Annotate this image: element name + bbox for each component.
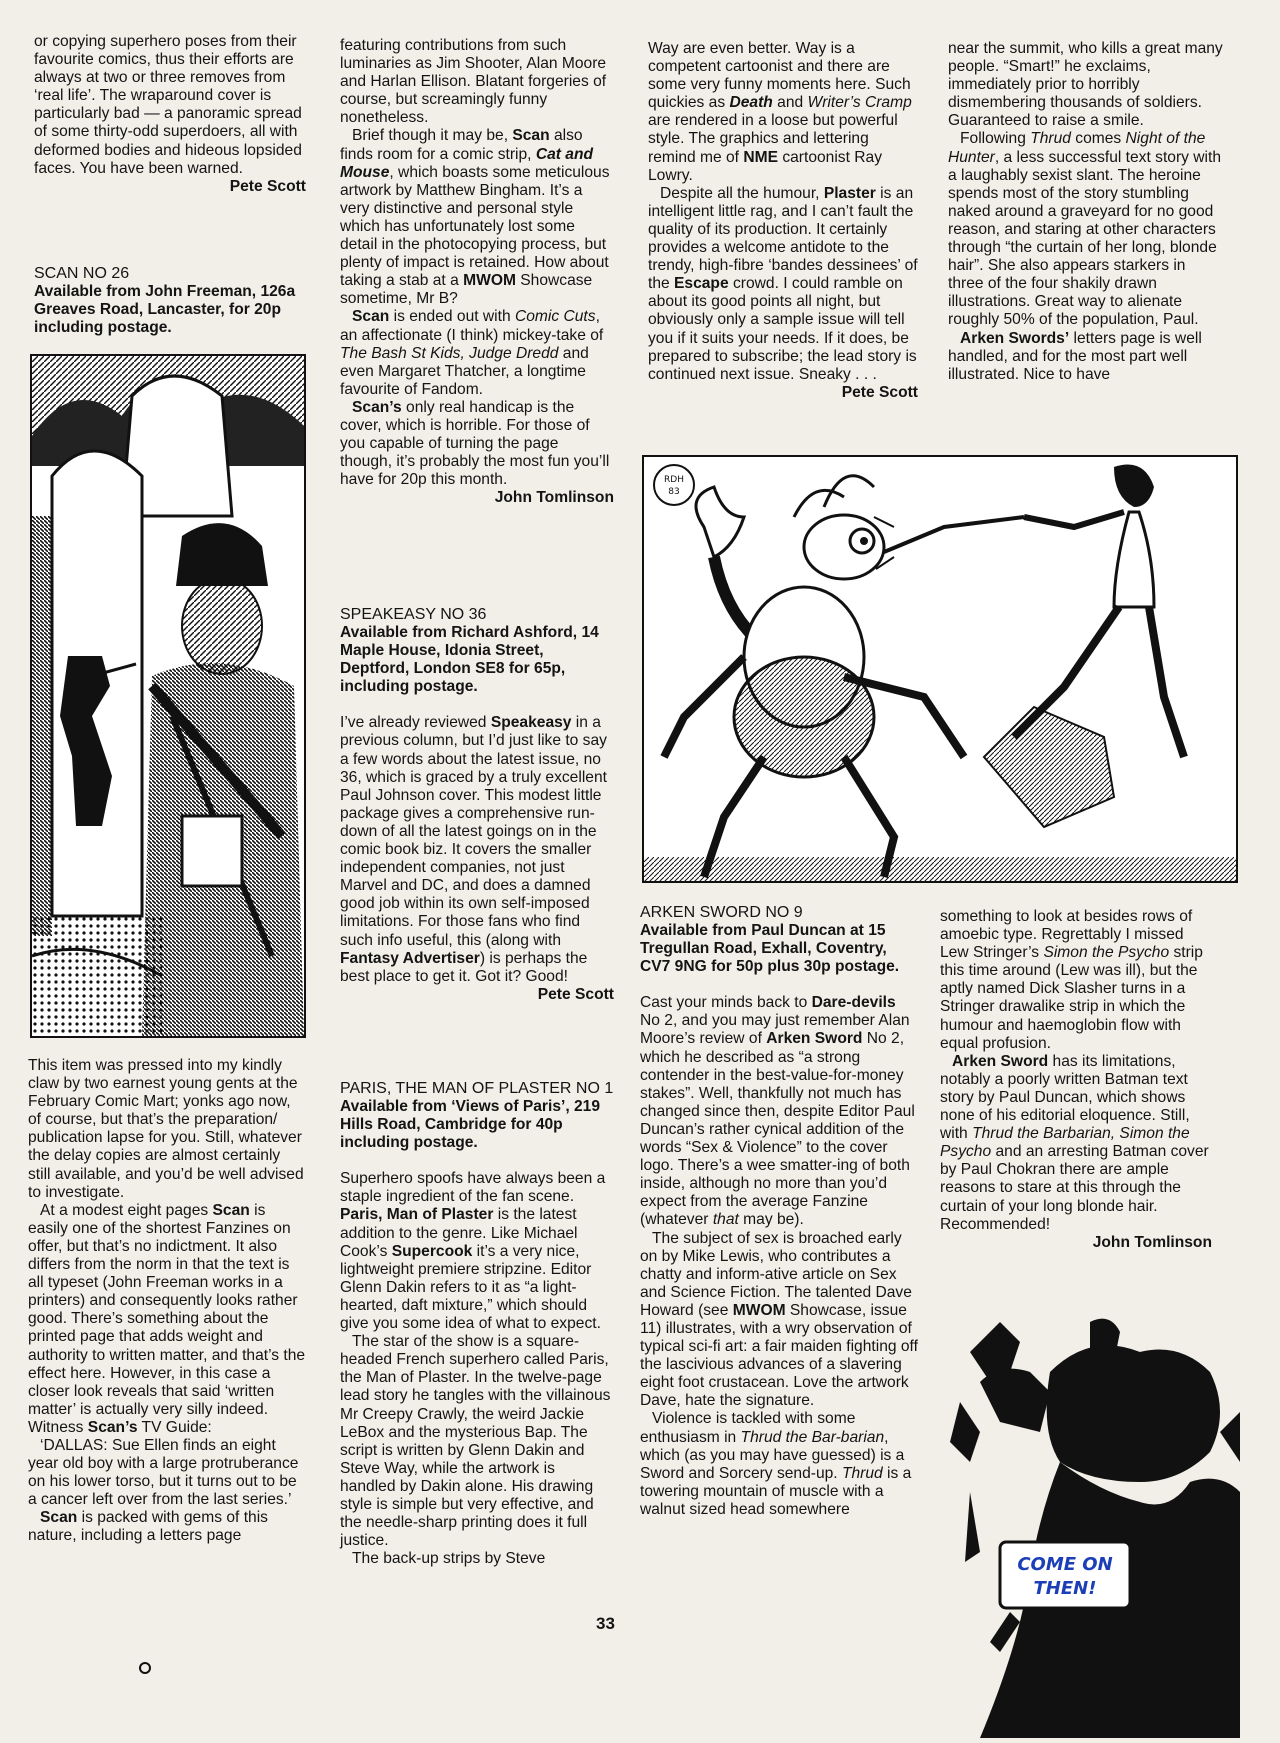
column-4-top [948, 40, 1224, 384]
paragraph: Scan is ended out with Comic Cuts, an affectionate (I think) mickey-take of The Bash St Kids, Judge Dredd and even Margaret Thatcher, a longtime favourite of Fandom. [340, 308, 604, 398]
column-2 [340, 37, 614, 507]
paragraph: or copying superhero poses from their favourite comics, thus their efforts are always at two or three removes from ‘real life’. The wraparound cover is particularly bad — a panoramic spread of some thirty-odd superdoers, all with deformed bodies and hideous lopsided faces. You have been warned. [34, 33, 302, 177]
paragraph: near the summit, who kills a great many people. “Smart!” he exclaims, immediately prior to horribly dismembering thousands of soldiers. Guaranteed to raise a smile. [948, 40, 1223, 130]
review-heading: SCAN NO 26 [34, 265, 130, 282]
paragraph: The back-up strips by Steve [352, 1550, 546, 1568]
barbarian-silhouette-illustration [940, 1312, 1240, 1738]
artist-signature-text: RDH [664, 475, 684, 485]
quote-paragraph: ‘DALLAS: Sue Ellen finds an eight year old boy with a large protruberance on his lower torso, but it turns out to be a cancer left over from the last series.’ [28, 1436, 299, 1509]
paragraph: Superhero spoofs have always been a staple ingredient of the fan scene. Paris, Man of Plaster is the latest addition to the genre. Like Michael Cook’s Supercook it’s a very nice, lightweight premiere stripzine. Editor Glenn Dakin refers to it as “a light-hearted, daft mixture,” which should give you some idea of what to expect. [340, 1170, 606, 1333]
paragraph: Scan is packed with gems of this nature, including a letters page [28, 1509, 268, 1545]
paragraph: Cast your minds back to Dare-devils No 2, and you may just remember Alan Moore’s review of Arken Sword No 2, which he described as “a strong contender in the best-value-for-money stakes”. Well, thankfully not much has changed since then, despite Editor Paul Duncan’s rather cynical addition of the words “Sex & Violence” to the cover logo. There’s a wee smatter-ing of both inside, although no more than you’d expect from the average Fanzine (whatever that may be). [640, 994, 915, 1229]
availability-info: Available from ‘Views of Paris’, 219 Hills Road, Cambridge for 40p including postage. [340, 1098, 601, 1152]
paris-review [340, 1080, 614, 1568]
paragraph: something to look at besides rows of amoebic type. Regrettably I missed Lew Stringer’s Simon the Psycho strip this time around (Lew was ill), but the aptly named Dick Slasher turns in a Stringer drawalike strip in which the humour and haemoglobin flow with equal profusion. [940, 908, 1203, 1052]
paragraph: At a modest eight pages Scan is easily one of the shortest Fanzines on offer, but that’s no indictment. It also differs from the norm in that the text is all typeset (John Freeman works in a printers) and consequently looks rather good. There’s something about the printed page that adds weight and authority to written matter, and that’s the effect here. However, in this case a closer look reveals that said ‘written matter’ is actually very silly indeed. Witness Scan’s TV Guide: [28, 1201, 306, 1436]
cartoon-caption-line2: THEN! [1033, 1578, 1097, 1599]
paragraph: featuring contributions from such luminaries as Jim Shooter, Alan Moore and Harlan Ellison. Blatant forgeries of course, but screamingly funny nonetheless. [340, 37, 607, 127]
column-1-top [34, 33, 306, 196]
page-number: 33 [596, 1614, 615, 1633]
scan-review-header [34, 265, 306, 337]
column-3-top [648, 40, 918, 402]
crustacean-illustration [642, 455, 1238, 883]
scan-review-body [28, 1057, 306, 1546]
soldier-artwork-icon [32, 356, 304, 1036]
cartoon-caption-line1: COME ON [1017, 1554, 1113, 1575]
bullet-mark-icon [139, 1662, 151, 1674]
paragraph: Violence is tackled with some enthusiasm in Thrud the Bar-barian, which (as you may have guessed) is a Sword and Sorcery send-up. Thrud is a towering mountain of muscle with a walnut sized head somewhere [640, 1410, 912, 1518]
availability-info: Available from John Freeman, 126a Greaves Road, Lancaster, for 20p including postage. [34, 283, 296, 337]
availability-info: Available from Richard Ashford, 14 Maple House, Idonia Street, Deptford, London SE8 for 65p, including postage. [340, 624, 599, 696]
review-heading: ARKEN SWORD NO 9 [640, 904, 803, 921]
paragraph: Way are even better. Way is a competent cartoonist and there are some very funny moments here. Such quickies as Death and Writer’s Cramp are rendered in a loose but powerful style. The graphics and lettering remind me of NME cartoonist Ray Lowry. [648, 40, 912, 184]
byline: Pete Scott [841, 383, 918, 401]
paragraph: I’ve already reviewed Speakeasy in a previous column, but I’d just like to say a few words about the latest issue, no 36, which is graced by a truly excellent Paul Johnson cover. This modest little package gives a comprehensive run-down of all the latest goings on in the comic book biz. It covers the smaller independent companies, not just Marvel and DC, and does a damned good job within its own self-imposed limitations. For those fans who find such info useful, this (along with Fantasy Advertiser) is perhaps the best place to get it. Got it? Good! [340, 714, 607, 985]
barbarian-silhouette-icon [940, 1312, 1240, 1738]
paragraph: Scan’s only real handicap is the cover, which is horrible. For those of you capable of turning the page though, it’s probably the most fun you’ll have for 20p this month. [340, 398, 610, 489]
paragraph: The subject of sex is broached early on by Mike Lewis, who contributes a chatty and inform-ative article on Sex and Science Fiction. The talented Dave Howard (see MWOM Showcase, issue 11) illustrates, with a wry observation of typical sci-fi art: a fair maiden fighting off the lascivious advances of a slavering eight foot crustacean. Love the artwork Dave, hate the signature. [640, 1229, 918, 1410]
paragraph: Despite all the humour, Plaster is an intelligent little rag, and I can’t fault the quality of its production. It certainly provides a welcome antidote to the trendy, high-fibre ‘bandes dessinees’ of the Escape crowd. I could ramble on about its good points all night, but obviously only a sample issue will tell you if it suits your needs. If it does, be prepared to subscribe; the lead story is continued next issue. Sneaky . . . [648, 184, 918, 383]
review-heading: SPEAKEASY NO 36 [340, 606, 487, 623]
paragraph: Brief though it may be, Scan also finds room for a comic strip, Cat and Mouse, which boasts some meticulous artwork by Matthew Bingham. It’s a very distinctive and personal style which has unfortunately lost some detail in the photocopying process, but plenty of impact is retained. How about taking a stab at a MWOM Showcase sometime, Mr B? [340, 127, 610, 308]
byline: John Tomlinson [1092, 1233, 1212, 1251]
paragraph: Following Thrud comes Night of the Hunter, a less successful text story with a laughably sexist slant. The heroine spends most of the story stumbling naked around a graveyard for no good reason, and staring at other characters through “the curtain of her long, blonde hair”. She also appears starkers in three of the four shakily drawn illustrations. Great way to alienate roughly 50% of the population, Paul. [948, 130, 1221, 329]
speakeasy-review [340, 606, 614, 1004]
byline: Pete Scott [229, 177, 306, 195]
arken-sword-review [640, 904, 918, 1519]
paragraph: The star of the show is a square-headed French superhero called Paris, the Man of Plaster. In the twelve-page lead story he tangles with the villainous Mr Creepy Crawly, the weird Jackie LeBox and the mysterious Bap. The script is written by Glenn Dakin and Steve Way, while the artwork is handled by Dakin alone. His drawing style is simple but very effective, and the needle-sharp printing does it full justice. [340, 1333, 611, 1550]
soldier-illustration [30, 354, 306, 1038]
column-4-bottom [940, 908, 1212, 1252]
paragraph: Arken Sword has its limitations, notably a poorly written Batman text story by Paul Duncan, which shows none of his editorial eloquence. Still, with Thrud the Barbarian, Simon the Psycho and an arresting Batman cover by Paul Chokran there are ample reasons to stare at this through the curtain of your long blonde hair. Recommended! [940, 1052, 1209, 1233]
review-heading: PARIS, THE MAN OF PLASTER NO 1 [340, 1080, 614, 1097]
artist-signature-year: 83 [668, 487, 680, 497]
crustacean-artwork-icon [644, 457, 1236, 881]
artist-signature-icon [654, 465, 694, 505]
availability-info: Available from Paul Duncan at 15 Tregullan Road, Exhall, Coventry, CV7 9NG for 50p plus 30p postage. [640, 922, 900, 976]
byline: Pete Scott [537, 985, 614, 1003]
byline: John Tomlinson [494, 489, 614, 507]
paragraph: Arken Swords’ letters page is well handled, and for the most part well illustrated. Nice to have [948, 329, 1202, 383]
paragraph: This item was pressed into my kindly claw by two earnest young gents at the February Comic Mart; yonks ago now, of course, but that’s the preparation/ publication lapse for you. Still, whatever the delay copies are almost certainly still available, and you’d be well advised to investigate. [28, 1057, 304, 1201]
